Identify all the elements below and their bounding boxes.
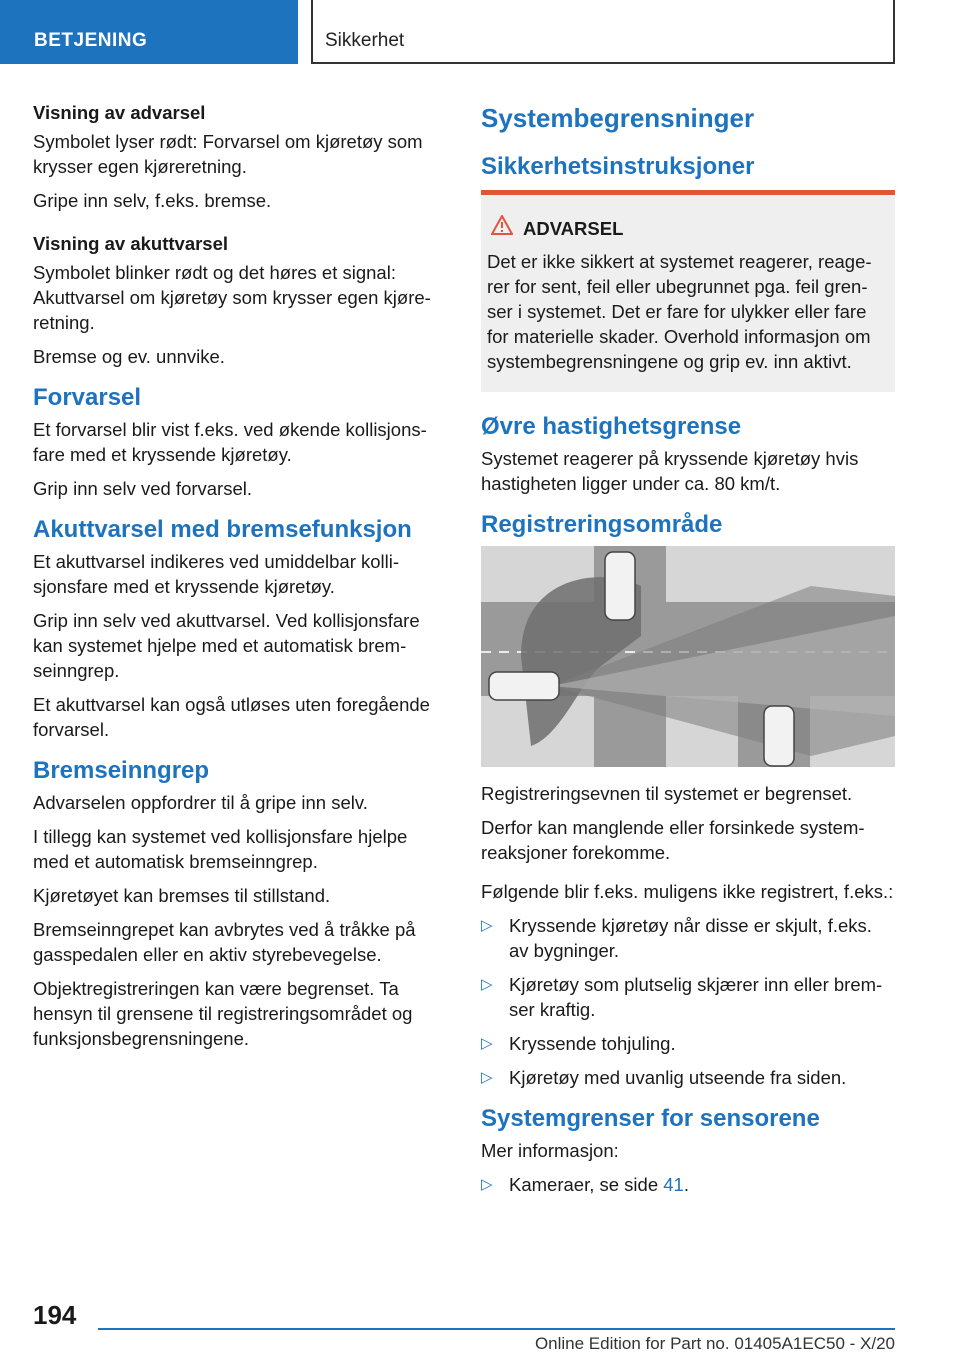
warning-text: Det er ikke sikkert at systemet reagerer, reagerer for sent, feil eller ubegrunnet pga. feil grenser i systemet. Det er fare for ulykker eller fare for materielle skader. Overhold informasjon om systembegrensningene og grip ev. inn aktivt. [487,251,872,372]
list-item-text: Kjøretøy med uvanlig utseende fra siden. [509,1067,847,1088]
ovre-heading: Øvre hastighetsgrense [481,413,742,440]
forvarsel-heading: Forvarsel [33,384,142,411]
list-item [481,1031,895,1056]
paragraph: Grip inn selv ved forvarsel. [33,478,253,499]
paragraph: Bremseinngrepet kan avbrytes ved å tråkke på gasspedalen eller en aktiv styrebevegelse. [33,919,416,965]
list-item [481,1065,895,1090]
list-item [481,913,895,963]
footer-edition: Online Edition for Part no. 01405A1EC50 - X/20 [98,1328,895,1354]
list-item-text: Kryssende kjøretøy når disse er skjult, f.eks. av bygninger. [509,915,872,961]
triangle-bullet-icon: ▷ [481,976,493,993]
visning-advarsel-title: Visning av advarsel [33,102,206,123]
paragraph: Grip inn selv ved akuttvarsel. Ved kollisjonsfare kan systemet hjelpe med et automatisk bremseinngrep. [33,610,420,681]
warning-box [481,190,895,392]
systembegrensninger-heading: Systembegrensninger [481,103,755,133]
detection-area-illustration [481,546,895,767]
triangle-bullet-icon: ▷ [481,1176,493,1193]
paragraph: Et forvarsel blir vist f.eks. ved økende kollisjonsfare med et kryssende kjøretøy. [33,419,427,465]
not-registered-list [481,913,895,1090]
sikkerhet-heading: Sikkerhetsinstruksjoner [481,153,755,180]
paragraph: Symbolet blinker rødt og det høres et signal: Akuttvarsel om kjøretøy som krysser egen kjøreretning. [33,262,431,333]
warning-title: ADVARSEL [523,217,624,239]
triangle-bullet-icon: ▷ [481,1069,493,1086]
paragraph: I tillegg kan systemet ved kollisjonsfare hjelpe med et automatisk bremseinngrep. [33,826,408,872]
triangle-bullet-icon: ▷ [481,917,493,934]
paragraph: Følgende blir f.eks. muligens ikke registrert, f.eks.: [481,881,894,902]
section-tab: BETJENING [0,0,298,64]
sensor-list [481,1172,895,1197]
paragraph: Advarselen oppfordrer til å gripe inn selv. [33,792,368,813]
triangle-bullet-icon: ▷ [481,1035,493,1052]
paragraph: Symbolet lyser rødt: Forvarsel om kjøretøy som krysser egen kjøreretning. [33,131,423,177]
warning-header [491,215,883,241]
list-item-text: Kjøretøy som plutselig skjærer inn eller bremser kraftig. [509,974,883,1020]
paragraph: Et akuttvarsel kan også utløses uten foregående forvarsel. [33,694,430,740]
warning-triangle-icon [491,215,513,241]
registrering-heading: Registreringsområde [481,511,723,538]
sensor-heading: Systemgrenser for sensorene [481,1105,820,1132]
paragraph: Objektregistreringen kan være begrenset. Ta hensyn til grensene til registreringsområdet og funksjonsbegrensningene. [33,978,413,1049]
paragraph: Registreringsevnen til systemet er begrenset. [481,783,853,804]
paragraph: Derfor kan manglende eller forsinkede systemreaksjoner forekomme. [481,817,865,863]
paragraph: Et akuttvarsel indikeres ved umiddelbar kollisjonsfare med et kryssende kjøretøy. [33,551,400,597]
bremseinngrep-heading: Bremseinngrep [33,757,210,784]
paragraph: Systemet reagerer på kryssende kjøretøy hvis hastigheten ligger under ca. 80 km/t. [481,448,859,494]
list-item [481,1172,895,1197]
paragraph: Bremse og ev. unnvike. [33,346,225,367]
visning-akutt-title: Visning av akuttvarsel [33,233,229,254]
list-item [481,972,895,1022]
left-column [33,100,443,1060]
list-item-text: Kameraer, se side [509,1174,664,1195]
right-column [481,100,895,1206]
paragraph: Gripe inn selv, f.eks. bremse. [33,190,272,211]
punctuation: . [683,1174,689,1195]
topic-title: Sikkerhet [311,0,895,64]
list-item-text: Kryssende tohjuling. [509,1033,676,1054]
page-number: 194 [33,1300,77,1330]
paragraph: Mer informasjon: [481,1140,619,1161]
page-link[interactable]: 41 [663,1174,684,1195]
akutt-heading: Akuttvarsel med bremsefunksjon [33,516,412,543]
paragraph: Kjøretøyet kan bremses til stillstand. [33,885,331,906]
